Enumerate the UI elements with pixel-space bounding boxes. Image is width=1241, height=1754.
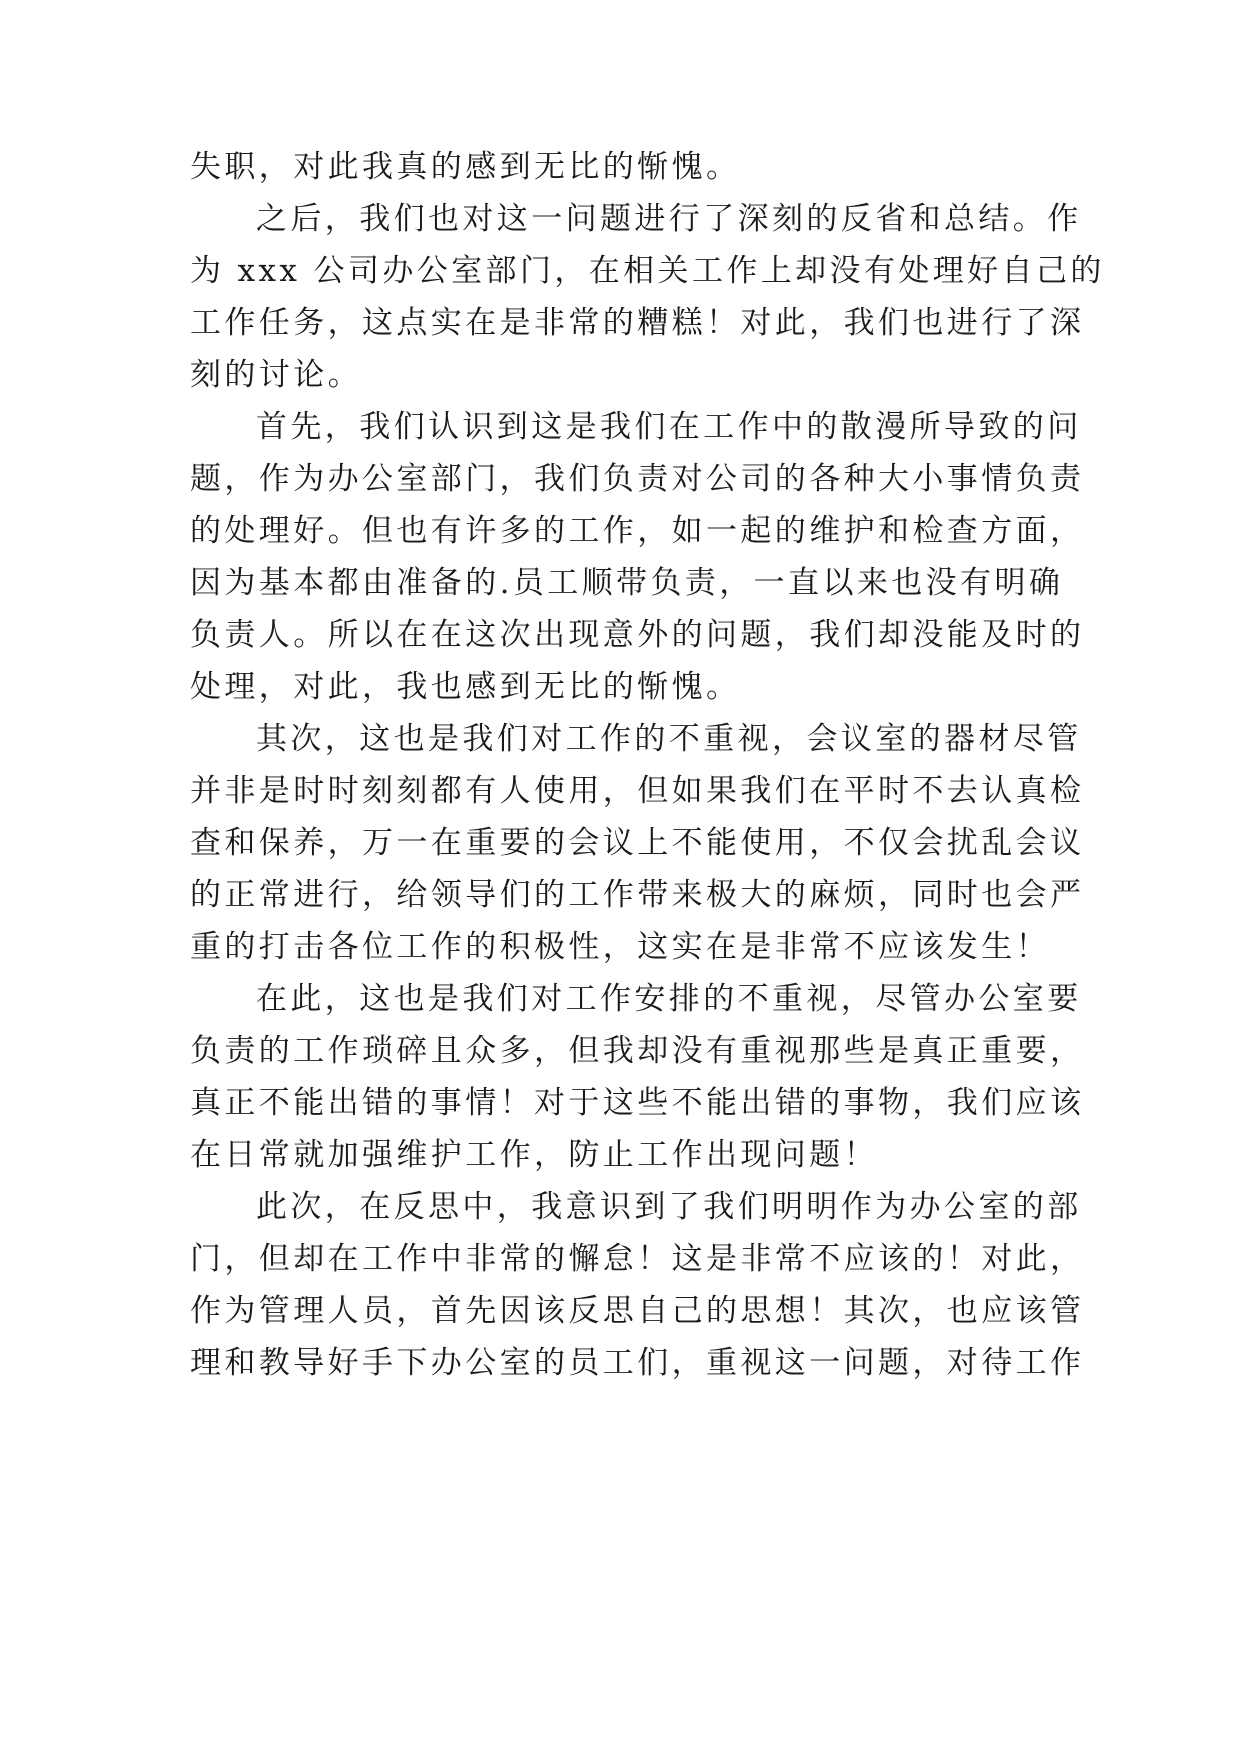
text-line: 处理，对此，我也感到无比的惭愧。	[190, 669, 741, 705]
text-line: 并非是时时刻刻都有人使用，但如果我们在平时不去认真检	[190, 773, 1085, 809]
paragraph-start-line: 此次，在反思中，我意识到了我们明明作为办公室的部	[256, 1189, 1082, 1225]
text-line: 失职，对此我真的感到无比的惭愧。	[190, 149, 741, 185]
text-line: 为 xxx 公司办公室部门，在相关工作上却没有处理好自己的	[190, 253, 1105, 289]
text-line: 题，作为办公室部门，我们负责对公司的各种大小事情负责	[190, 461, 1085, 497]
text-line: 作为管理人员，首先因该反思自己的思想！其次，也应该管	[190, 1293, 1085, 1329]
text-line: 门，但却在工作中非常的懈怠！这是非常不应该的！对此，	[190, 1241, 1085, 1277]
text-line: 真正不能出错的事情！对于这些不能出错的事物，我们应该	[190, 1085, 1085, 1121]
text-line: 负责人。所以在在这次出现意外的问题，我们却没能及时的	[190, 617, 1085, 653]
text-line: 工作任务，这点实在是非常的糟糕！对此，我们也进行了深	[190, 305, 1085, 341]
paragraph-start-line: 其次，这也是我们对工作的不重视，会议室的器材尽管	[256, 721, 1082, 757]
text-line: 重的打击各位工作的积极性，这实在是非常不应该发生！	[190, 929, 1050, 965]
paragraph-start-line: 首先，我们认识到这是我们在工作中的散漫所导致的问	[256, 409, 1082, 445]
paragraph-start-line: 之后，我们也对这一问题进行了深刻的反省和总结。作	[256, 201, 1082, 237]
paragraph-start-line: 在此，这也是我们对工作安排的不重视，尽管办公室要	[256, 981, 1082, 1017]
text-line: 刻的讨论。	[190, 357, 362, 393]
text-line: 在日常就加强维护工作，防止工作出现问题！	[190, 1137, 878, 1173]
text-line: 理和教导好手下办公室的员工们，重视这一问题，对待工作	[190, 1345, 1085, 1381]
text-line: 负责的工作琐碎且众多，但我却没有重视那些是真正重要，	[190, 1033, 1085, 1069]
text-line: 的处理好。但也有许多的工作，如一起的维护和检查方面，	[190, 513, 1085, 549]
text-line: 因为基本都由准备的.员工顺带负责，一直以来也没有明确	[190, 565, 1064, 601]
text-line: 的正常进行，给领导们的工作带来极大的麻烦，同时也会严	[190, 877, 1085, 913]
text-line: 查和保养，万一在重要的会议上不能使用，不仅会扰乱会议	[190, 825, 1085, 861]
